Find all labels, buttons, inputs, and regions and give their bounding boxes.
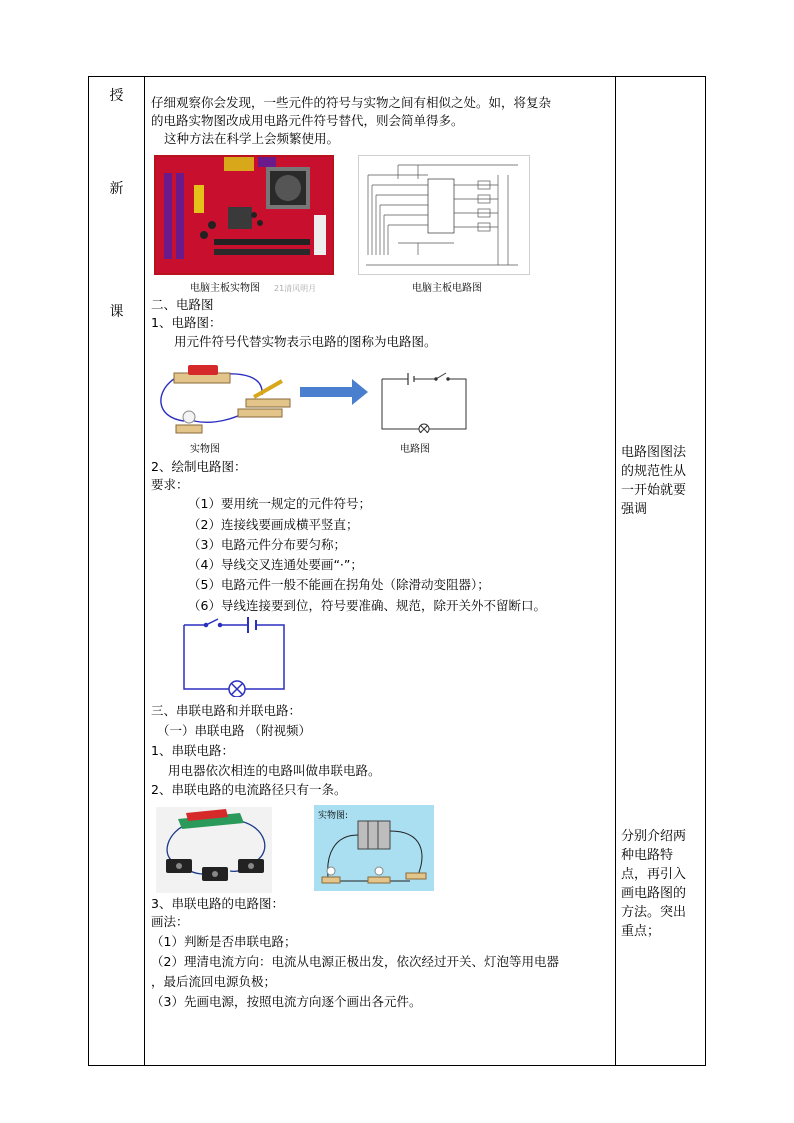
- real-circuit-illustration: [154, 361, 294, 437]
- column-divider: [144, 77, 145, 1065]
- circuit-diagram-definition: 用元件符号代替实物表示电路的图称为电路图。: [174, 334, 437, 349]
- intro-line-1: 仔细观察你会发现，一些元件的符号与实物之间有相似之处。如，将复杂: [151, 95, 552, 110]
- requirement-item: （3）电路元件分布要匀称；: [188, 537, 346, 552]
- series-circuit-definition: 用电器依次相连的电路叫做串联电路。: [168, 763, 381, 778]
- requirement-item: （2）连接线要画成横平竖直；: [188, 517, 359, 532]
- intro-line-2: 的电路实物图改成用电路元件符号替代，则会简单得多。: [151, 113, 464, 128]
- side-char-shou: 授: [109, 88, 124, 104]
- section-2-heading-1: 1、电路图：: [151, 315, 222, 330]
- example-circuit-diagram: [182, 617, 288, 697]
- method-step: （3）先画电源，按照电流方向逐个画出各元件。: [151, 994, 422, 1009]
- lesson-table: [88, 76, 706, 1066]
- section-3-subtitle: （一）串联电路 （附视频）: [157, 723, 311, 738]
- real-circuit-caption: 实物图: [190, 444, 220, 455]
- section-2-title: 二、电路图: [151, 297, 214, 312]
- side-char-xin: 新: [109, 181, 124, 197]
- requirement-item: （1）要用统一规定的元件符号；: [188, 496, 371, 511]
- motherboard-photo-caption: 电脑主板实物图: [190, 283, 260, 294]
- section-2-heading-2: 2、绘制电路图：: [151, 459, 247, 474]
- series-circuit-photo: [156, 807, 272, 893]
- teaching-note-2: 分别介绍两种电路特点，再引入画电路图的方法。突出重点；: [621, 829, 687, 939]
- teaching-note-1: 电路图图法的规范性从一开始就要强调: [621, 445, 687, 517]
- motherboard-schematic: [358, 155, 530, 275]
- method-label: 画法：: [151, 914, 189, 929]
- section-3-heading-2: 2、串联电路的电流路径只有一条。: [151, 782, 347, 797]
- column-divider: [615, 77, 616, 1065]
- section-3-title: 三、串联电路和并联电路：: [151, 703, 302, 718]
- method-step: （1）判断是否串联电路；: [151, 934, 297, 949]
- intro-line-3: 这种方法在科学上会频繁使用。: [164, 131, 340, 146]
- method-step: （2）理清电流方向：电流从电源正极出发，依次经过开关、灯泡等用电器: [151, 954, 559, 969]
- section-3-heading-3: 3、串联电路的电路图：: [151, 896, 284, 911]
- section-3-heading-1: 1、串联电路：: [151, 743, 234, 758]
- requirements-label: 要求：: [151, 477, 189, 492]
- side-char-ke: 课: [109, 304, 124, 320]
- real-diagram-label: 实物图:: [318, 811, 349, 821]
- circuit-diagram-caption: 电路图: [400, 444, 430, 455]
- simple-circuit-diagram: [378, 369, 470, 433]
- requirement-item: （6）导线连接要到位，符号要准确、规范，除开关外不留断口。: [188, 598, 546, 613]
- arrow-icon: [300, 377, 370, 407]
- watermark-text: 21清风明月: [274, 284, 317, 293]
- motherboard-photo: [154, 155, 334, 275]
- requirement-item: （5）电路元件一般不能画在拐角处（除滑动变阻器）；: [188, 577, 490, 592]
- series-circuit-drawing: [314, 805, 434, 891]
- requirement-item: （4）导线交叉连通处要画“·”；: [188, 557, 363, 572]
- method-step: ，最后流回电源负极；: [151, 974, 277, 989]
- motherboard-schematic-caption: 电脑主板电路图: [412, 283, 482, 294]
